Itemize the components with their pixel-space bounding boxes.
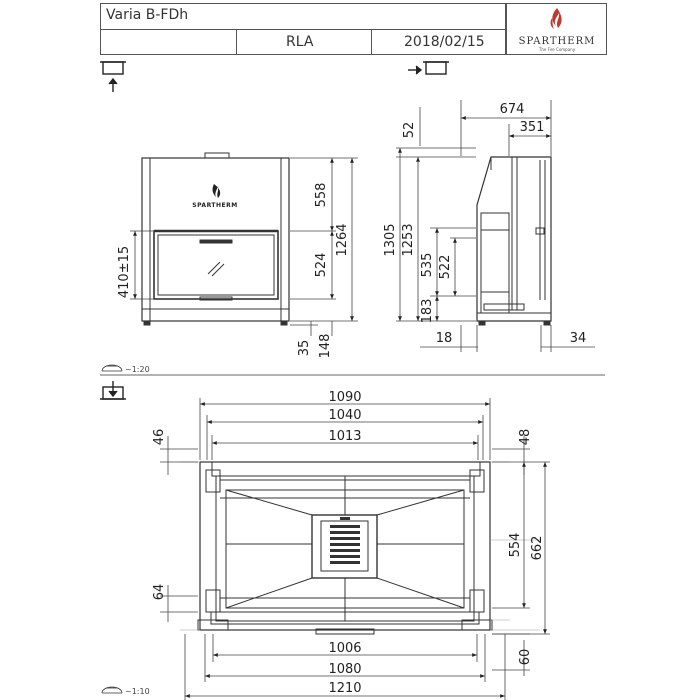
plan-view (198, 462, 492, 634)
dim-1305: 1305 (383, 223, 398, 257)
dim-1080: 1080 (328, 662, 362, 677)
dim-351: 351 (519, 120, 545, 135)
dim-662: 662 (530, 535, 545, 561)
dim-183: 183 (420, 298, 435, 324)
drawing-date: 2018/02/15 (404, 34, 485, 50)
dim-674: 674 (499, 102, 525, 117)
scale-front-label: ~1:20 (125, 365, 150, 374)
scale-plan-icon (102, 687, 122, 693)
front-flame-icon (213, 184, 221, 198)
scale-plan-label: ~1:10 (125, 687, 150, 696)
front-view (142, 153, 289, 325)
ash-grate (330, 517, 360, 564)
dim-558: 558 (314, 182, 329, 208)
dim-410: 410±15 (117, 245, 132, 299)
dim-1040: 1040 (328, 408, 362, 423)
dim-64: 64 (152, 583, 167, 601)
brand-tagline: The Fire Company (538, 47, 576, 52)
brand-wordmark: SPARTHERM (518, 36, 596, 47)
dim-1264: 1264 (335, 223, 350, 257)
plan-view-icon (100, 381, 126, 399)
dim-524: 524 (314, 252, 329, 278)
dim-522: 522 (438, 254, 453, 280)
dim-535: 535 (420, 252, 435, 278)
front-logo-text: SPARTHERM (192, 202, 238, 209)
dim-34: 34 (569, 331, 587, 346)
front-view-icon (100, 62, 126, 92)
dim-60: 60 (518, 648, 533, 666)
dim-1013: 1013 (328, 429, 362, 444)
front-logo (192, 184, 237, 209)
dim-1006: 1006 (328, 641, 362, 656)
side-view-icon (408, 62, 449, 74)
model-name: Varia B-FDh (106, 7, 189, 23)
dim-1210: 1210 (328, 681, 362, 696)
dim-148: 148 (318, 333, 333, 359)
scale-front-icon (102, 365, 122, 371)
variant-code: RLA (286, 34, 314, 50)
dim-1090: 1090 (328, 390, 362, 405)
dim-35: 35 (297, 339, 312, 357)
dim-1253: 1253 (401, 223, 416, 257)
dim-52: 52 (402, 121, 417, 139)
dim-554: 554 (508, 532, 523, 558)
dim-48: 48 (518, 428, 533, 446)
dim-18: 18 (435, 331, 453, 346)
side-view (477, 157, 551, 325)
dim-46: 46 (152, 428, 167, 446)
